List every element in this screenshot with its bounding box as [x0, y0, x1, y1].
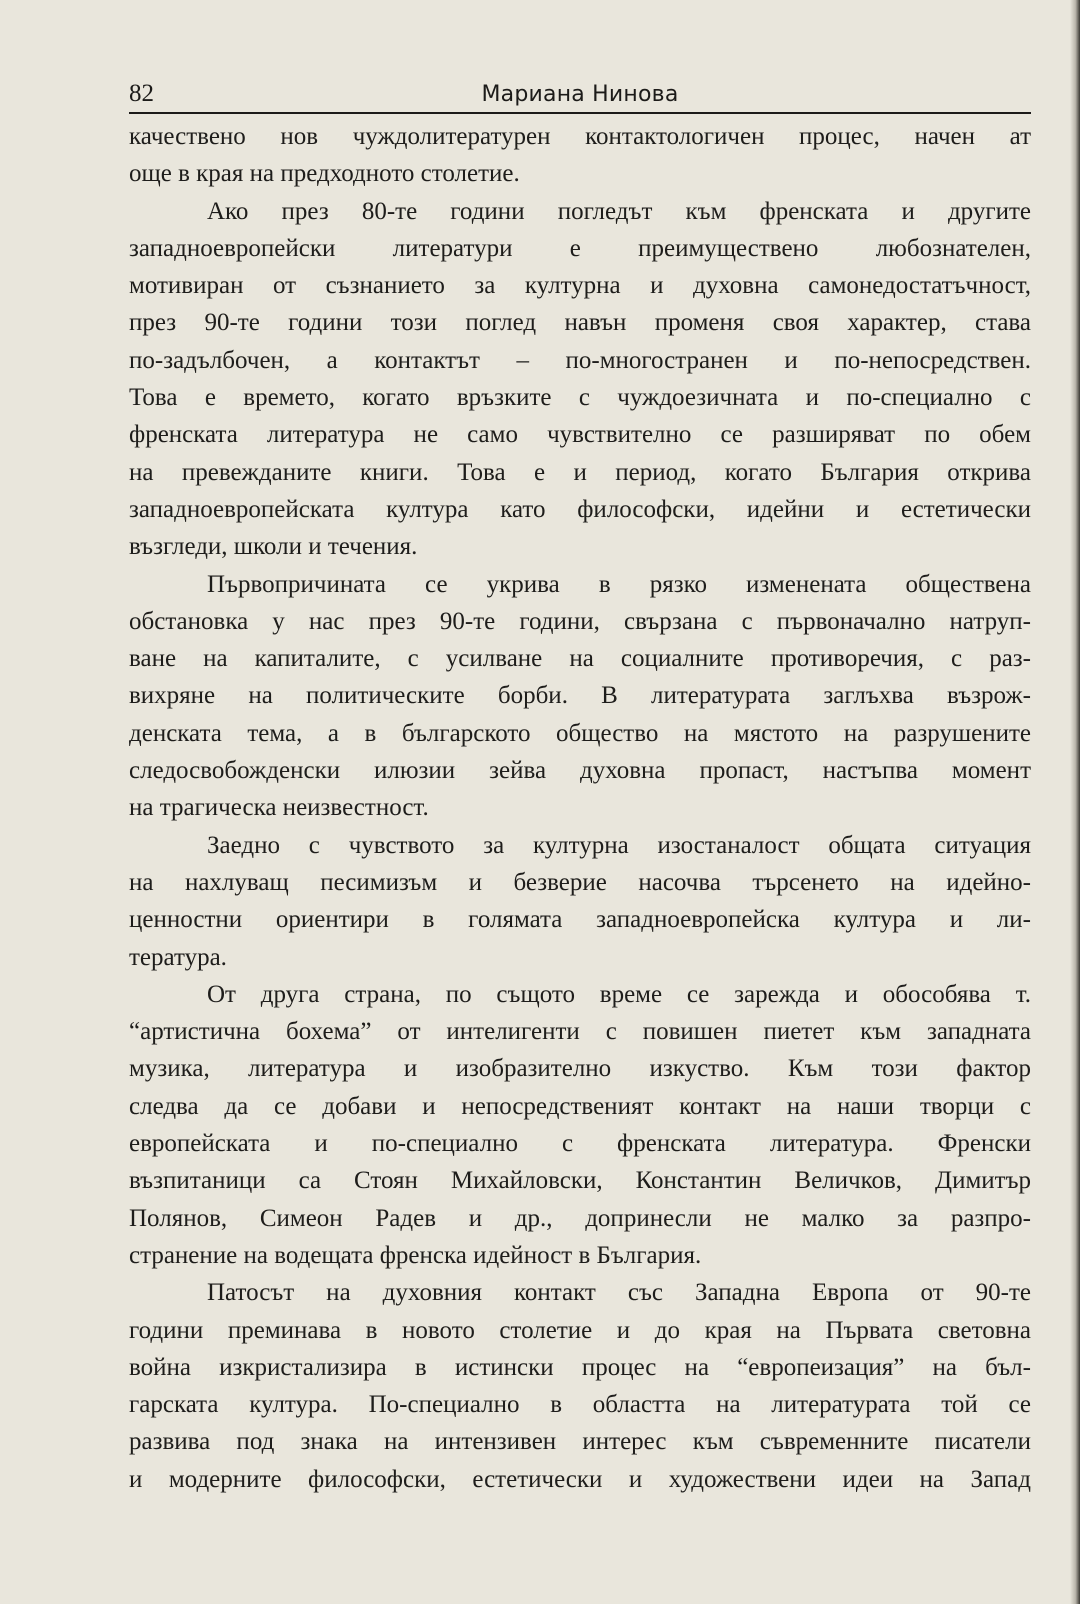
text-line: музика, литература и изобразително изкуство. Към този фактор	[129, 1055, 1031, 1083]
text-line: възгледи, школи и течения.	[129, 533, 418, 561]
text-line: тература.	[129, 943, 227, 971]
text-line: странение на водещата френска идейност в България.	[129, 1241, 702, 1269]
text-line: мотивиран от съзнанието за културна и духовна самонедостатъчност,	[129, 272, 1031, 300]
text-line: западноевропейската култура като философски, идейни и естетически	[129, 495, 1031, 523]
text-line: по-задълбочен, а контактът – по-многостранен и по-непосредствен.	[129, 346, 1031, 374]
text-line: през 90-те години този поглед навън променя своя характер, става	[129, 309, 1031, 337]
page-edge-shadow	[1070, 0, 1080, 1604]
text-line: Заедно с чувството за културна изостаналост общата ситуация	[207, 831, 1031, 859]
text-line: френската литература не само чувствително се разширяват по обем	[129, 421, 1031, 449]
text-line: гарската култура. По-специално в областта на литературата той се	[129, 1391, 1031, 1419]
text-line: следосвобожденски илюзии зейва духовна пропаст, настъпва момент	[129, 757, 1031, 785]
body-text	[129, 118, 1031, 1498]
text-line: обстановка у нас през 90-те години, свързана с първоначално натруп-	[129, 607, 1031, 635]
text-line: европейската и по-специално с френската литература. Френски	[129, 1130, 1031, 1158]
text-line: възпитаници са Стоян Михайловски, Константин Величков, Димитър	[129, 1167, 1031, 1195]
page-header	[129, 78, 1031, 114]
text-line: качествено нов чуждолитературен контактологичен процес, начен ат	[129, 123, 1031, 150]
text-line: Ако през 80-те години погледът към френската и другите	[207, 197, 1031, 225]
text-line: От друга страна, по същото време се зарежда и обособява т.	[207, 980, 1031, 1008]
text-line: “артистична бохема” от интелигенти с повишен пиетет към западната	[129, 1018, 1031, 1046]
text-line: война изкристализира в истински процес на “европеизация” на бъл-	[129, 1353, 1031, 1381]
text-line: ване на капиталите, с усилване на социалните противоречия, с раз-	[129, 645, 1031, 673]
text-line: години преминава в новото столетие и до края на Първата световна	[129, 1316, 1031, 1344]
text-line: и модерните философски, естетически и художествени идеи на Запад	[129, 1465, 1031, 1493]
text-line: денската тема, а в българското общество на мястото на разрушените	[129, 719, 1031, 747]
text-line: Патосът на духовния контакт със Западна Европа от 90-те	[207, 1279, 1031, 1307]
text-line: на превежданите книги. Това е и период, когато България открива	[129, 458, 1031, 486]
text-line: Първопричината се укрива в рязко изменената обществена	[207, 570, 1031, 598]
text-line: на трагическа неизвестност.	[129, 794, 429, 822]
page-number: 82	[129, 80, 154, 107]
text-line: вихряне на политическите борби. В литературата заглъхва възрож-	[129, 682, 1031, 710]
running-head-author: Мариана Нинова	[481, 82, 679, 107]
text-line: Полянов, Симеон Радев и др., допринесли не малко за разпро-	[129, 1204, 1031, 1232]
text-line: Това е времето, когато връзките с чуждоезичната и по-специално с	[129, 384, 1031, 412]
text-line: ценностни ориентири в голямата западноевропейска култура и ли-	[129, 906, 1031, 934]
text-line: западноевропейски литератури е преимуществено любознателен,	[129, 234, 1031, 262]
text-line: развива под знака на интензивен интерес към съвременните писатели	[129, 1428, 1031, 1456]
text-line: следва да се добави и непосредственият контакт на наши творци с	[129, 1092, 1031, 1120]
text-line: още в края на предходното столетие.	[129, 160, 520, 188]
text-line: на нахлуващ песимизъм и безверие насочва търсенето на идейно-	[129, 868, 1031, 896]
